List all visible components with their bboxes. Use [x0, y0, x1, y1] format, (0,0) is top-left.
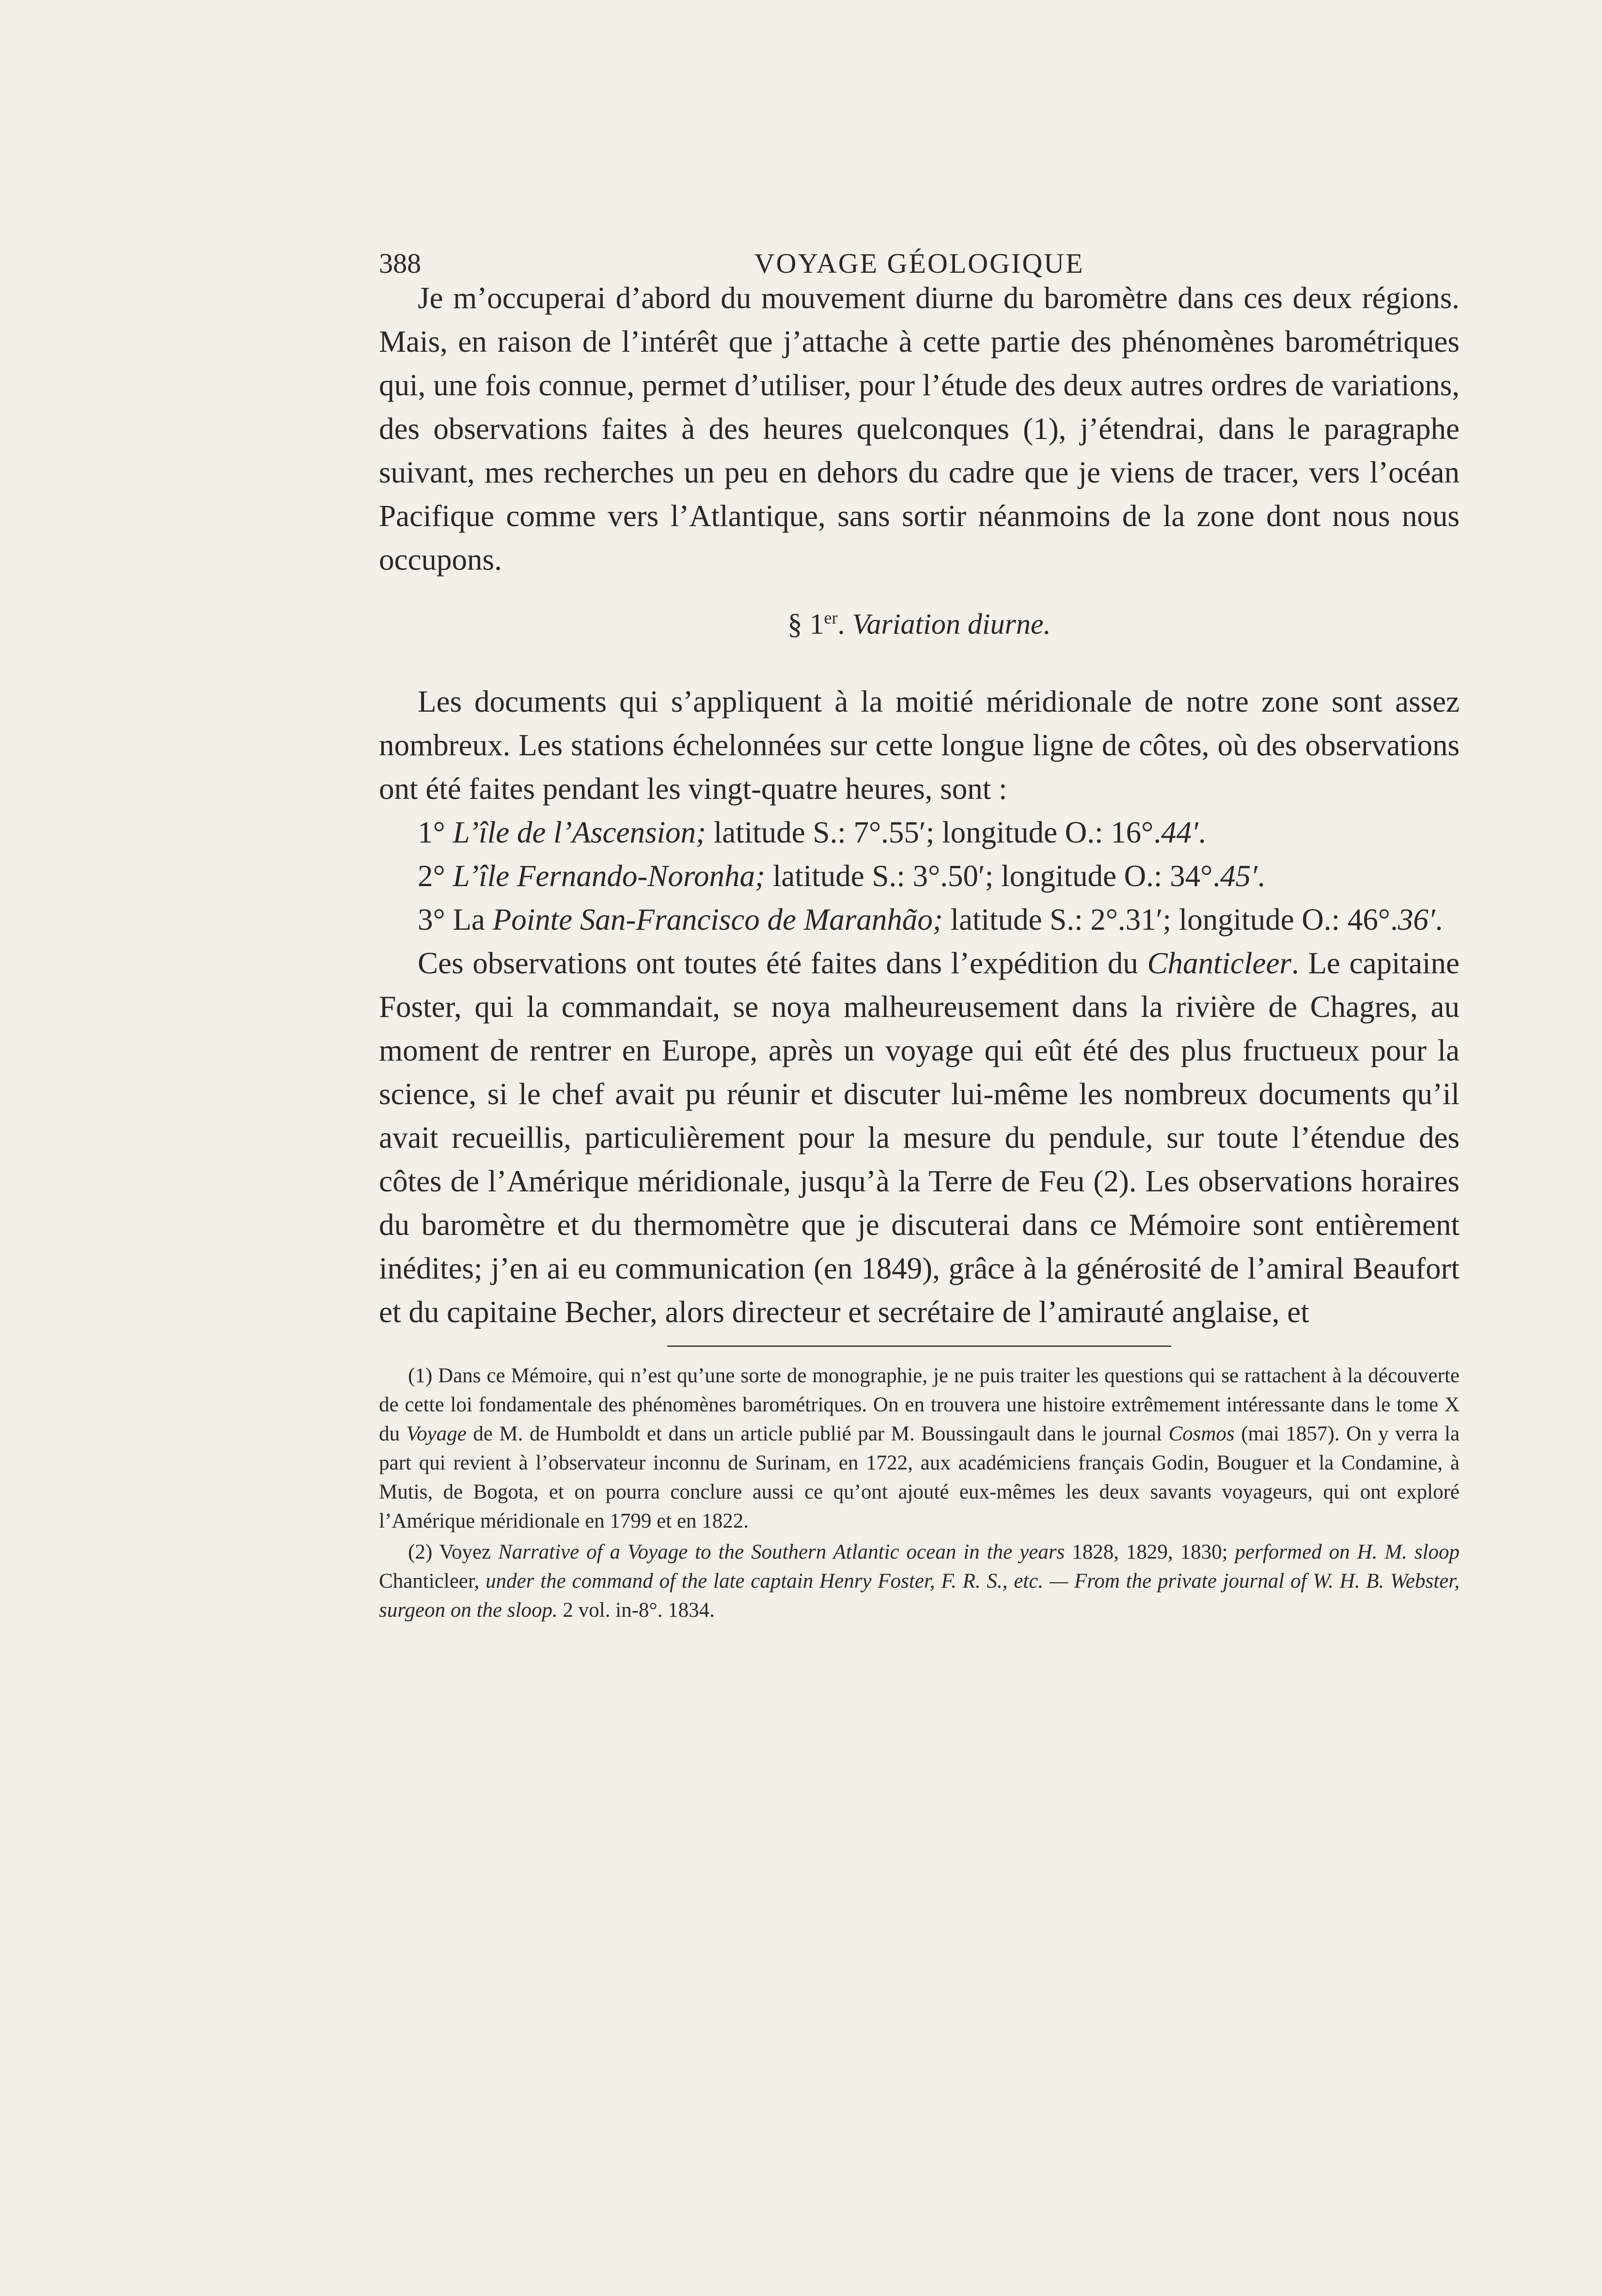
station-coords-italic: 36′	[1398, 903, 1435, 937]
station-name: L’île de l’Ascension;	[453, 815, 706, 849]
footnote-2-years: 1828, 1829, 1830;	[1072, 1541, 1228, 1563]
footnote-1-voyage: Voyage	[406, 1422, 467, 1445]
station-coords: latitude S.: 3°.50′; longitude O.: 34°.	[772, 859, 1221, 893]
station-name: L’île Fernando-Noronha;	[453, 859, 765, 893]
station-item	[379, 898, 1460, 941]
footnote-2-title: Narrative of a Voyage to the Southern Atlantic ocean in the years	[498, 1541, 1065, 1563]
footnote-1	[379, 1361, 1460, 1536]
station-coords: latitude S.: 2°.31′; longitude O.: 46°.	[950, 903, 1398, 937]
section-heading: § 1er. Variation diurne.	[787, 608, 1051, 640]
page-number: 388	[379, 248, 421, 279]
station-number: 2°	[418, 859, 445, 893]
chanticleer-paragraph	[379, 941, 1460, 1334]
running-title: VOYAGE GÉOLOGIQUE	[754, 248, 1084, 279]
intro-paragraph: Je m’occuperai d’abord du mouvement diurne du baromètre dans ces deux régions. Mais, en raison de l’intérêt que j’attache à cette partie des phénomènes barométriques qui, une fois connue, permet d’utiliser, pour l’étude des deux autres ordres de variations, des observations faites à des heures quelconques (1), j’étendrai, dans le paragraphe suivant, mes recherches un peu en dehors du cadre que je viens de tracer, vers l’océan Pacifique comme vers l’Atlantique, sans sortir néanmoins de la zone dont nous nous occupons.	[379, 281, 1460, 577]
footnote-2-ship: Chanticleer,	[379, 1570, 480, 1593]
running-head	[379, 233, 1460, 279]
footnote-2-text-b: performed on H. M. sloop	[1235, 1541, 1460, 1563]
station-coords-italic: 44′	[1161, 815, 1198, 849]
ship-name: Chanticleer	[1147, 946, 1291, 980]
page-body	[379, 233, 1460, 1627]
footnote-1-cosmos: Cosmos	[1168, 1422, 1235, 1445]
section-number-superscript: er	[824, 608, 838, 627]
footnote-1-text-c: (mai 1857). On y verra la part qui revient à l’observateur inconnu de Surinam, en 1722, aux académiciens français Godin, Bouguer et la Condamine, à Mutis, de Bogota, et on pourra conclure aussi ce qu’ont ajouté eux-mêmes les deux savants voyageurs, qui ont exploré l’Amérique méridionale en 1799 et en 1822.	[379, 1422, 1460, 1532]
chanticleer-text-rest: . Le capitaine Foster, qui la commandait, se noya malheureusement dans la rivière de Chagres, au moment de rentrer en Europe, après un voyage qui eût été des plus fructueux pour la science, si le chef avait pu réunir et discuter lui-même les nombreux documents qu’il avait recueillis, particulièrement pour la mesure du pendule, sur toute l’étendue des côtes de l’Amérique méridionale, jusqu’à la Terre de Feu (2). Les observations horaires du baromètre et du thermomètre que je discuterai dans ce Mémoire sont entièrement inédites; j’en ai eu communication (en 1849), grâce à la générosité de l’amiral Beaufort et du capitaine Becher, alors directeur et secrétaire de l’amirauté anglaise, et	[379, 946, 1460, 1329]
footnote-2-text-a: (2) Voyez	[408, 1541, 491, 1563]
station-article: La	[453, 903, 485, 937]
footnote-2-text-d: 2 vol. in-8°. 1834.	[563, 1599, 715, 1622]
section-title: Variation diurne.	[852, 608, 1051, 640]
station-coords-italic: 45′	[1220, 859, 1257, 893]
section-number: 1	[809, 608, 824, 640]
footnote-2-text-c: under the command of the late captain Henry Foster, F. R. S., etc. — From the private journal of W. H. B. Webster, surgeon on the sloop.	[379, 1570, 1460, 1622]
station-coords-end: .	[1435, 903, 1443, 937]
footnote-2	[379, 1538, 1460, 1625]
documents-paragraph: Les documents qui s’appliquent à la moitié méridionale de notre zone sont assez nombreux. Les stations échelonnées sur cette longue ligne de côtes, où des observations ont été faites pendant les vingt-quatre heures, sont :	[379, 685, 1460, 806]
station-item	[379, 854, 1460, 898]
footnote-1-text-a: (1) Dans ce Mémoire, qui n’est qu’une sorte de monographie, je ne puis traiter les questions qui se rattachent à la découverte de cette loi fondamentale des phénomènes barométriques. On en trouvera une histoire extrêmement intéressante dans le tome X du	[379, 1364, 1460, 1445]
station-coords-end: .	[1257, 859, 1265, 893]
chanticleer-text-start: Ces observations ont toutes été faites dans l’expédition du	[418, 946, 1138, 980]
station-name: Pointe San-Francisco de Maranhão;	[492, 903, 943, 937]
footnote-1-text-b: de M. de Humboldt et dans un article publié par M. Boussingault dans le journal	[473, 1422, 1162, 1445]
station-number: 3°	[418, 903, 445, 937]
station-number: 1°	[418, 815, 445, 849]
section-symbol: §	[787, 608, 802, 640]
station-item	[379, 811, 1460, 854]
station-coords: latitude S.: 7°.55′; longitude O.: 16°.	[713, 815, 1162, 849]
footnote-divider	[667, 1345, 1171, 1347]
station-coords-end: .	[1198, 815, 1206, 849]
